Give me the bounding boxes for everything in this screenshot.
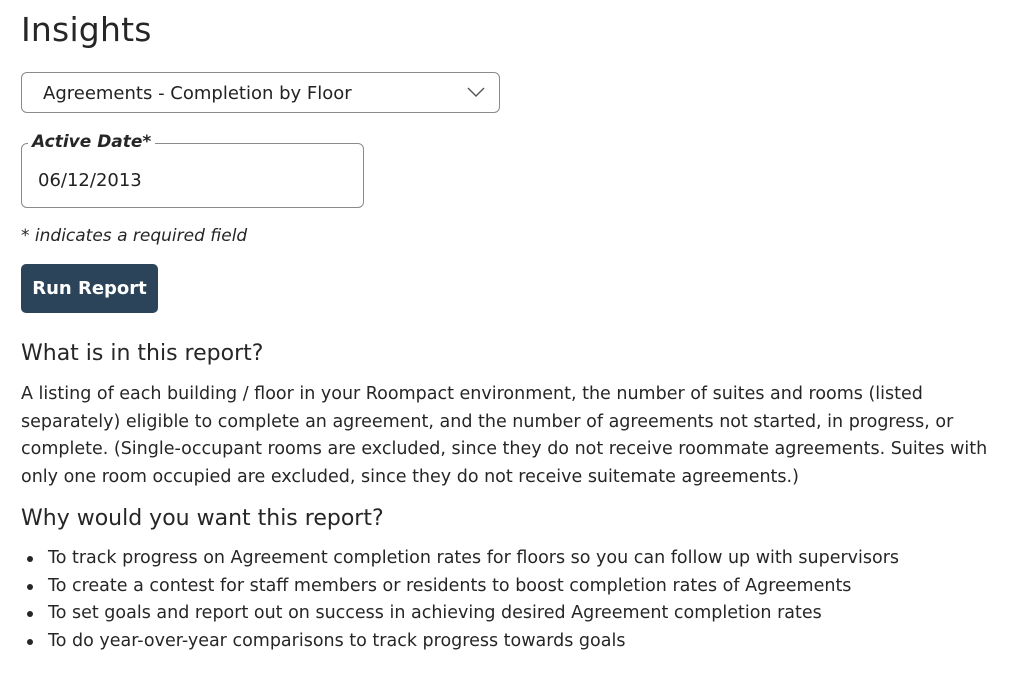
benefits-list	[21, 545, 899, 655]
active-date-label: Active Date*	[28, 132, 155, 152]
what-section-heading: What is in this report?	[21, 341, 264, 366]
active-date-input[interactable]	[38, 170, 338, 191]
required-field-note: * indicates a required field	[21, 226, 248, 246]
list-item-text: To do year-over-year comparisons to track progress towards goals	[48, 630, 626, 651]
report-type-select[interactable]	[21, 72, 500, 113]
chevron-down-icon	[467, 86, 485, 98]
active-date-field	[21, 132, 364, 208]
why-section-heading: Why would you want this report?	[21, 506, 384, 531]
list-item-text: To set goals and report out on success in achieving desired Agreement completion rates	[48, 603, 822, 623]
list-item-text: To create a contest for staff members or residents to boost completion rates of Agreements	[48, 575, 852, 596]
list-item	[21, 545, 899, 573]
page-title: Insights	[21, 10, 152, 49]
list-item	[21, 573, 899, 601]
bullet-icon	[27, 584, 33, 590]
list-item	[21, 600, 899, 628]
bullet-icon	[27, 556, 33, 562]
list-item	[21, 628, 899, 656]
list-item-text: To track progress on Agreement completion rates for floors so you can follow up with supervisors	[48, 548, 900, 568]
run-report-button[interactable]: Run Report	[21, 264, 158, 313]
report-description: A listing of each building / floor in your Roompact environment, the number of suites and rooms (listed separately) eligible to complete an agreement, and the number of agreements not started, in progress, or complete. (Single-occupant rooms are excluded, since they do not receive roommate agreements. Suites with only one room occupied are excluded, since they do not receive suitemate agreements.)	[21, 384, 988, 487]
report-type-selected-value: Agreements - Completion by Floor	[43, 83, 352, 104]
bullet-icon	[27, 611, 33, 617]
bullet-icon	[27, 639, 33, 645]
